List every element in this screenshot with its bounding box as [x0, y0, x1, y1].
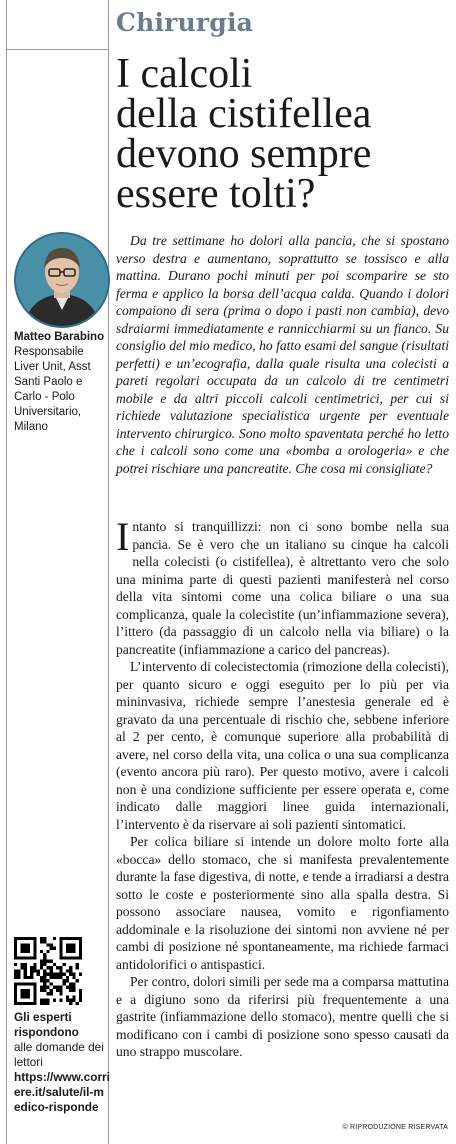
reader-question	[116, 232, 449, 477]
promo-text: alle domande dei lettori	[14, 1040, 104, 1069]
copyright-notice: © RIPRODUZIONE RISERVATA	[342, 1124, 448, 1131]
question-text: Da tre settimane ho dolori alla pancia, che si spostano verso destra e aumentano, soprattutto se tossisco e alla mattina. Durano pochi minuti per poi scomparire se sto ferma e applico la borsa dell’acqua calda. Quando i dolori compaiono di sera (prima o dopo i pasti non cambia), devo sdraiarmi immediatamente e rannicchiarmi su un fianco. Su consiglio del mio medico, ho fatto esami del sangue (risultati perfetti) e un’ecografia, dalla quale risulta una colecisti a pareti regolari occupata da un calcolo di tre centimetri mobile e da altri piccoli calcoli centimetrici, per cui si richiede valutazione specialistica urgente per eventuale intervento chirurgico. Sono molto spaventata perché ho letto che i calcoli sono come una «bomba a orologeria» e che potrei rischiare una pancreatite. Che cosa mi consigliate?	[116, 233, 450, 476]
column-divider	[108, 0, 109, 1144]
answer-paragraph: Per contro, dolori simili per sede ma a comparsa mattutina e a digiuno sono da riferirsi più frequentemente a una gastrite (infiammazione dello stomaco), mentre quelli che si modificano con i cambi di posizione sono spesso causati da uno strappo muscolare.	[116, 974, 449, 1059]
column-divider-left	[6, 0, 7, 1144]
author-role: Responsabile Liver Unit, Asst Santi Paolo e Carlo - Polo Universitario, Milano	[14, 346, 91, 433]
answer-paragraph	[116, 514, 449, 658]
drop-cap: I	[116, 514, 130, 559]
author-name: Matteo Barabino	[14, 331, 105, 343]
answer-paragraph-text: ntanto si tranquillizzi: non ci sono bombe nella sua pancia. Se è vero che un italiano su cinque ha calcoli nella colecisti (o cistifellea), è altrettanto vero che solo una minima parte di questi pazienti manifesterà nel corso della vita sintomi come una colica biliare o una sua complicanza, quale la colecistite (un’infiammazione severa), l’ittero (da passaggio di un calcolo nella via biliare) o la pancreatite (infiammazione a carico del pancreas).	[116, 519, 449, 657]
author-byline	[14, 330, 110, 435]
section-title: Chirurgia	[116, 8, 254, 37]
answer-paragraph: L’intervento di colecistectomia (rimozione della colecisti), per quanto sicuro e oggi eseguito per lo più per via mininvasiva, richiede sempre l’anestesia generale ed è gravato da una percentuale di rischio che, sebbene inferiore al 2 per cento, è comunque superiore alla probabilità di avere, nel corso della vita, una colica o una sua complicanza (evento ancora più raro). Per questo motivo, avere i calcoli non è una condizione sufficiente per essere operata e, come indicato dalle maggiori linee guida internazionali, l’intervento è da riservare ai soli pazienti sintomatici.	[116, 659, 449, 832]
headline: I calcoli della cistifellea devono sempre essere tolti?	[116, 51, 372, 217]
author-portrait-icon	[16, 234, 108, 326]
promo-box	[14, 1010, 110, 1115]
expert-answer	[116, 514, 449, 1061]
promo-link[interactable]: https://www.corriere.it/salute/il-medico-risponde	[14, 1070, 110, 1114]
author-photo	[14, 232, 110, 328]
promo-title: Gli esperti rispondono	[14, 1010, 79, 1039]
answer-paragraph: Per colica biliare si intende un dolore molto forte alla «bocca» dello stomaco, che si manifesta prevalentemente durante la fase digestiva, di notte, e tende a irradiarsi a destra sotto le coste e posteriormente sino alla spalla destra. Si possono associare nausea, vomito e rigonfiamento addominale e la risoluzione dei sintomi non avviene né per cambi di posizione né spontaneamente, ma richiede farmaci antidolorifici o antispastici.	[116, 834, 449, 972]
qr-code-icon[interactable]	[14, 937, 82, 1005]
top-left-rule	[6, 49, 108, 50]
